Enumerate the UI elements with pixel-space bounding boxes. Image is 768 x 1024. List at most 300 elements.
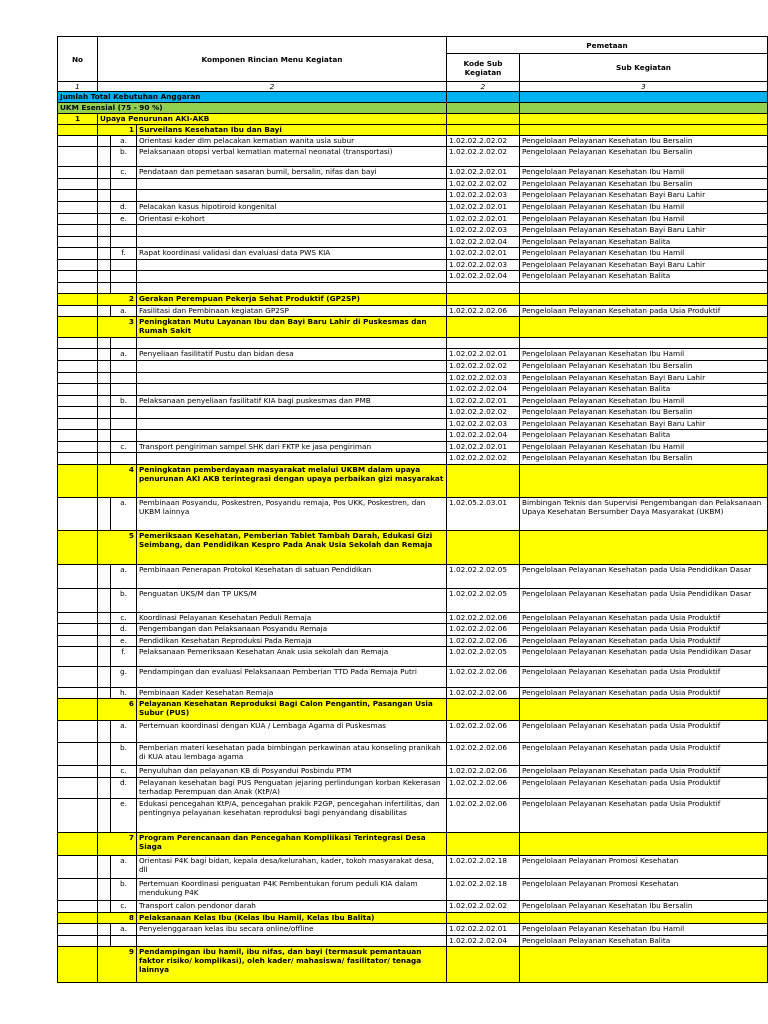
no-cell xyxy=(58,306,98,317)
table-row xyxy=(58,349,768,361)
table-row xyxy=(58,430,768,442)
table-row xyxy=(58,260,768,271)
sub-kegiatan: Pengelolaan Pelayanan Kesehatan Balita xyxy=(520,271,768,283)
kode-sub-kegiatan: 1.02.02.2.02.04 xyxy=(447,936,520,947)
item-description xyxy=(137,384,447,396)
item-letter xyxy=(111,430,137,442)
table-row xyxy=(58,283,768,294)
sub-kegiatan: Pengelolaan Pelayanan Kesehatan Ibu Bersalin xyxy=(520,147,768,167)
no-cell xyxy=(58,721,98,743)
kode-sub-kegiatan: 1.02.02.2.02.06 xyxy=(447,743,520,766)
item-description: Rapat koordinasi validasi dan evaluasi data PWS KIA xyxy=(137,248,447,260)
kode-sub-kegiatan: 1.02.02.2.02.03 xyxy=(447,419,520,430)
subsection-row xyxy=(58,465,768,498)
sub-cell xyxy=(520,103,768,114)
sub-cell xyxy=(520,947,768,983)
no-cell xyxy=(58,237,98,248)
item-description: Transport pengiriman sampel SHK dari FKTP ke jasa pengiriman xyxy=(137,442,447,453)
item-description xyxy=(137,361,447,373)
indent-cell xyxy=(98,924,111,936)
no-cell xyxy=(58,396,98,407)
sub-cell xyxy=(520,465,768,498)
subsection-title: Peningkatan pemberdayaan masyarakat melalui UKBM dalam upaya penurunan AKI AKB terintegrasi dengan upaya perbaikan gizi masyarakat xyxy=(137,465,447,498)
no-cell xyxy=(58,361,98,373)
table-row xyxy=(58,373,768,384)
item-description: Pertemuan Koordinasi penguatan P4K Pembentukan forum peduli KIA dalam mendukung P4K xyxy=(137,879,447,901)
table-row xyxy=(58,271,768,283)
indent-cell xyxy=(98,136,111,147)
sub-kegiatan xyxy=(520,283,768,294)
sub-kegiatan: Pengelolaan Pelayanan Kesehatan pada Usia Produktif xyxy=(520,624,768,636)
kode-cell xyxy=(447,294,520,306)
sub-cell xyxy=(520,833,768,856)
no-cell xyxy=(58,283,98,294)
item-description xyxy=(137,225,447,237)
table-row xyxy=(58,565,768,589)
kode-sub-kegiatan: 1.02.02.2.02.06 xyxy=(447,636,520,647)
kode-sub-kegiatan: 1.02.02.2.02.01 xyxy=(447,214,520,225)
table-row xyxy=(58,613,768,624)
kode-sub-kegiatan: 1.02.02.2.02.02 xyxy=(447,361,520,373)
indent-cell xyxy=(98,225,111,237)
table-row xyxy=(58,442,768,453)
subsection-row xyxy=(58,699,768,721)
header-sub-kegiatan: Sub Kegiatan xyxy=(520,54,768,82)
no-cell xyxy=(58,565,98,589)
no-cell xyxy=(58,947,98,983)
kode-cell xyxy=(447,125,520,136)
no-cell xyxy=(58,766,98,778)
item-description xyxy=(137,190,447,202)
kode-sub-kegiatan: 1.02.02.2.02.03 xyxy=(447,373,520,384)
indent-cell xyxy=(98,179,111,190)
subsection-number: 6 xyxy=(98,699,137,721)
item-letter: b. xyxy=(111,396,137,407)
table-row xyxy=(58,419,768,430)
no-cell xyxy=(58,613,98,624)
item-description: Pelaksanaan Pemeriksaan Kesehatan Anak usia sekolah dan Remaja xyxy=(137,647,447,667)
item-description: Pendataan dan pemetaan sasaran bumil, bersalin, nifas dan bayi xyxy=(137,167,447,179)
sub-kegiatan: Pengelolaan Pelayanan Kesehatan Balita xyxy=(520,384,768,396)
indent-cell xyxy=(98,396,111,407)
indent-cell xyxy=(98,430,111,442)
subsection-number: 9 xyxy=(98,947,137,983)
sub-kegiatan: Pengelolaan Pelayanan Kesehatan Bayi Baru Lahir xyxy=(520,190,768,202)
kode-sub-kegiatan: 1.02.02.2.02.18 xyxy=(447,856,520,879)
item-letter xyxy=(111,225,137,237)
table-row xyxy=(58,167,768,179)
indent-cell xyxy=(98,936,111,947)
sub-kegiatan: Pengelolaan Pelayanan Kesehatan pada Usia Produktif xyxy=(520,766,768,778)
item-letter: a. xyxy=(111,136,137,147)
section-title: Upaya Penurunan AKI-AKB xyxy=(98,114,447,125)
table-row xyxy=(58,453,768,465)
band-label: UKM Esensial (75 - 90 %) xyxy=(58,103,447,114)
kode-sub-kegiatan: 1.02.02.2.02.06 xyxy=(447,688,520,699)
kode-cell xyxy=(447,114,520,125)
sub-kegiatan: Pengelolaan Pelayanan Kesehatan pada Usia Produktif xyxy=(520,306,768,317)
table-row xyxy=(58,225,768,237)
table-row xyxy=(58,248,768,260)
kode-sub-kegiatan: 1.02.02.2.02.01 xyxy=(447,248,520,260)
kode-sub-kegiatan: 1.02.02.2.02.03 xyxy=(447,225,520,237)
item-letter: e. xyxy=(111,799,137,833)
no-cell xyxy=(58,901,98,913)
item-description: Edukasi pencegahan KtP/A, pencegahan prakik P2GP, pencegahan infertilitas, dan pentingnya pelayanan kesehatan reproduksi bagi penyandang disabilitas xyxy=(137,799,447,833)
item-description xyxy=(137,338,447,349)
item-description: Pendampingan dan evaluasi Pelaksanaan Pemberian TTD Pada Remaja Putri xyxy=(137,667,447,688)
item-letter: b. xyxy=(111,589,137,613)
section-number: 1 xyxy=(58,114,98,125)
no-cell xyxy=(58,743,98,766)
table-row xyxy=(58,856,768,879)
item-letter: d. xyxy=(111,778,137,799)
kode-cell xyxy=(447,317,520,338)
table-row xyxy=(58,936,768,947)
item-description: Pelaksanaan otopsi verbal kematian maternal neonatal (transportasi) xyxy=(137,147,447,167)
kode-sub-kegiatan: 1.02.02.2.02.06 xyxy=(447,624,520,636)
no-cell xyxy=(58,442,98,453)
item-letter xyxy=(111,260,137,271)
indent-cell xyxy=(98,338,111,349)
no-cell xyxy=(58,589,98,613)
item-letter: c. xyxy=(111,613,137,624)
column-number-4: 3 xyxy=(520,82,768,92)
sub-kegiatan: Pengelolaan Pelayanan Kesehatan Ibu Hamil xyxy=(520,396,768,407)
indent-cell xyxy=(98,202,111,214)
item-letter xyxy=(111,271,137,283)
table-row xyxy=(58,799,768,833)
no-cell xyxy=(58,688,98,699)
item-description: Koordinasi Pelayanan Kesehatan Peduli Remaja xyxy=(137,613,447,624)
no-cell xyxy=(58,349,98,361)
total-budget-row xyxy=(58,92,768,103)
sub-cell xyxy=(520,913,768,924)
indent-cell xyxy=(98,613,111,624)
no-cell xyxy=(58,202,98,214)
sub-kegiatan: Pengelolaan Pelayanan Kesehatan Ibu Bersalin xyxy=(520,453,768,465)
no-cell xyxy=(58,214,98,225)
item-description xyxy=(137,453,447,465)
table-row xyxy=(58,924,768,936)
item-description: Pelacakan kasus hipotiroid kongenital xyxy=(137,202,447,214)
table-row xyxy=(58,647,768,667)
sub-kegiatan: Pengelolaan Pelayanan Kesehatan pada Usia Pendidikan Dasar xyxy=(520,647,768,667)
no-cell xyxy=(58,799,98,833)
kode-sub-kegiatan: 1.02.02.2.02.06 xyxy=(447,667,520,688)
no-cell xyxy=(58,453,98,465)
sub-kegiatan: Pengelolaan Pelayanan Kesehatan pada Usia Produktif xyxy=(520,688,768,699)
subsection-row xyxy=(58,833,768,856)
item-description xyxy=(137,373,447,384)
sub-kegiatan: Pengelolaan Pelayanan Kesehatan Ibu Bersalin xyxy=(520,901,768,913)
indent-cell xyxy=(98,589,111,613)
item-description: Orientasi kader dlm pelacakan kematian wanita usia subur xyxy=(137,136,447,147)
kode-sub-kegiatan: 1.02.02.2.02.05 xyxy=(447,647,520,667)
sub-kegiatan: Pengelolaan Pelayanan Kesehatan Bayi Baru Lahir xyxy=(520,373,768,384)
no-cell xyxy=(58,636,98,647)
sub-cell xyxy=(520,114,768,125)
kode-sub-kegiatan: 1.02.02.2.02.02 xyxy=(447,147,520,167)
indent-cell xyxy=(98,901,111,913)
no-cell xyxy=(58,624,98,636)
item-description: Orientasi P4K bagi bidan, kepala desa/kelurahan, kader, tokoh masyarakat desa, dll xyxy=(137,856,447,879)
sub-kegiatan: Pengelolaan Pelayanan Kesehatan Balita xyxy=(520,936,768,947)
item-description xyxy=(137,419,447,430)
no-cell xyxy=(58,384,98,396)
item-letter xyxy=(111,419,137,430)
table-row xyxy=(58,721,768,743)
item-description: Fasilitasi dan Pembinaan kegiatan GP2SP xyxy=(137,306,447,317)
sub-kegiatan: Pengelolaan Pelayanan Kesehatan Ibu Hamil xyxy=(520,214,768,225)
item-description: Pemberian materi kesehatan pada bimbingan perkawinan atau konseling pranikah di KUA atau lembaga agama xyxy=(137,743,447,766)
kode-sub-kegiatan: 1.02.02.2.02.01 xyxy=(447,167,520,179)
item-letter: c. xyxy=(111,442,137,453)
item-letter xyxy=(111,179,137,190)
kode-sub-kegiatan xyxy=(447,283,520,294)
kode-sub-kegiatan: 1.02.02.2.02.01 xyxy=(447,396,520,407)
sub-kegiatan: Pengelolaan Pelayanan Kesehatan pada Usia Produktif xyxy=(520,667,768,688)
kode-sub-kegiatan: 1.02.02.2.02.04 xyxy=(447,237,520,248)
item-description xyxy=(137,407,447,419)
kode-sub-kegiatan: 1.02.02.2.02.02 xyxy=(447,136,520,147)
no-cell xyxy=(58,338,98,349)
subsection-number: 4 xyxy=(98,465,137,498)
item-letter: c. xyxy=(111,167,137,179)
sub-kegiatan: Pengelolaan Pelayanan Kesehatan pada Usia Produktif xyxy=(520,799,768,833)
indent-cell xyxy=(98,498,111,531)
kode-cell xyxy=(447,913,520,924)
item-description xyxy=(137,260,447,271)
subsection-row xyxy=(58,913,768,924)
item-letter: a. xyxy=(111,721,137,743)
no-cell xyxy=(58,167,98,179)
sub-kegiatan: Pengelolaan Pelayanan Kesehatan Bayi Baru Lahir xyxy=(520,419,768,430)
no-cell xyxy=(58,294,98,306)
sub-kegiatan: Pengelolaan Pelayanan Kesehatan pada Usia Produktif xyxy=(520,721,768,743)
kode-cell xyxy=(447,699,520,721)
kode-sub-kegiatan: 1.02.02.2.02.06 xyxy=(447,306,520,317)
sub-kegiatan: Pengelolaan Pelayanan Kesehatan pada Usia Pendidikan Dasar xyxy=(520,565,768,589)
subsection-title: Pelaksanaan Kelas Ibu (Kelas Ibu Hamil, Kelas Ibu Balita) xyxy=(137,913,447,924)
no-cell xyxy=(58,373,98,384)
table-row xyxy=(58,338,768,349)
indent-cell xyxy=(98,453,111,465)
item-letter: d. xyxy=(111,624,137,636)
sub-kegiatan xyxy=(520,338,768,349)
item-description: Pembinaan Kader Kesehatan Remaja xyxy=(137,688,447,699)
table-row xyxy=(58,766,768,778)
item-letter: a. xyxy=(111,349,137,361)
indent-cell xyxy=(98,384,111,396)
subsection-number: 8 xyxy=(98,913,137,924)
header-kode-sub-kegiatan: Kode Sub Kegiatan xyxy=(447,54,520,82)
table-row xyxy=(58,901,768,913)
item-letter xyxy=(111,283,137,294)
no-cell xyxy=(58,317,98,338)
item-description: Transport calon pendonor darah xyxy=(137,901,447,913)
sub-cell xyxy=(520,92,768,103)
item-description: Orientasi e-kohort xyxy=(137,214,447,225)
subsection-row xyxy=(58,317,768,338)
header-no: No xyxy=(58,37,98,82)
item-letter: a. xyxy=(111,498,137,531)
table-row xyxy=(58,237,768,248)
no-cell xyxy=(58,407,98,419)
item-letter: c. xyxy=(111,901,137,913)
subsection-row xyxy=(58,947,768,983)
indent-cell xyxy=(98,407,111,419)
indent-cell xyxy=(98,624,111,636)
subsection-row xyxy=(58,294,768,306)
indent-cell xyxy=(98,419,111,430)
sub-kegiatan: Pengelolaan Pelayanan Kesehatan Ibu Bersalin xyxy=(520,179,768,190)
no-cell xyxy=(58,136,98,147)
indent-cell xyxy=(98,721,111,743)
no-cell xyxy=(58,260,98,271)
indent-cell xyxy=(98,283,111,294)
kode-sub-kegiatan: 1.02.02.2.02.06 xyxy=(447,766,520,778)
sub-kegiatan: Pengelolaan Pelayanan Kesehatan Bayi Baru Lahir xyxy=(520,225,768,237)
no-cell xyxy=(58,936,98,947)
no-cell xyxy=(58,856,98,879)
indent-cell xyxy=(98,766,111,778)
sub-cell xyxy=(520,294,768,306)
item-description: Pembinaan Posyandu, Poskestren, Posyandu remaja, Pos UKK, Poskestren, dan UKBM lainnya xyxy=(137,498,447,531)
sub-kegiatan: Pengelolaan Pelayanan Kesehatan Balita xyxy=(520,237,768,248)
item-description xyxy=(137,271,447,283)
band-label: Jumlah Total Kebutuhan Anggaran xyxy=(58,92,447,103)
indent-cell xyxy=(98,167,111,179)
item-description xyxy=(137,179,447,190)
item-letter: a. xyxy=(111,924,137,936)
section-row xyxy=(58,114,768,125)
sub-kegiatan: Pengelolaan Pelayanan Kesehatan pada Usia Produktif xyxy=(520,636,768,647)
table-row xyxy=(58,667,768,688)
subsection-number: 5 xyxy=(98,531,137,565)
table-row xyxy=(58,636,768,647)
sub-kegiatan: Pengelolaan Pelayanan Kesehatan Ibu Hamil xyxy=(520,248,768,260)
kode-sub-kegiatan: 1.02.02.2.02.04 xyxy=(447,384,520,396)
kode-cell xyxy=(447,947,520,983)
subsection-title: Peningkatan Mutu Layanan Ibu dan Bayi Baru Lahir di Puskesmas dan Rumah Sakit xyxy=(137,317,447,338)
item-letter: d. xyxy=(111,202,137,214)
kode-sub-kegiatan: 1.02.02.2.02.03 xyxy=(447,190,520,202)
indent-cell xyxy=(98,636,111,647)
sub-cell xyxy=(520,699,768,721)
no-cell xyxy=(58,248,98,260)
column-number-2: 2 xyxy=(98,82,447,92)
kode-sub-kegiatan: 1.02.02.2.02.01 xyxy=(447,924,520,936)
header-pemetaan: Pemetaan xyxy=(447,37,768,54)
no-cell xyxy=(58,190,98,202)
kode-sub-kegiatan: 1.02.02.2.02.02 xyxy=(447,179,520,190)
sub-kegiatan: Pengelolaan Pelayanan Promosi Kesehatan xyxy=(520,856,768,879)
item-description: Penguatan UKS/M dan TP UKS/M xyxy=(137,589,447,613)
table-row xyxy=(58,384,768,396)
no-cell xyxy=(58,430,98,442)
kode-sub-kegiatan: 1.02.02.2.02.05 xyxy=(447,565,520,589)
item-letter: f. xyxy=(111,647,137,667)
item-letter xyxy=(111,407,137,419)
indent-cell xyxy=(98,778,111,799)
header-komponen: Komponen Rincian Menu Kegiatan xyxy=(98,37,447,82)
no-cell xyxy=(58,667,98,688)
item-letter: b. xyxy=(111,147,137,167)
table-row xyxy=(58,202,768,214)
kode-sub-kegiatan: 1.02.02.2.02.06 xyxy=(447,778,520,799)
item-letter: h. xyxy=(111,688,137,699)
item-description xyxy=(137,237,447,248)
item-letter: a. xyxy=(111,856,137,879)
indent-cell xyxy=(98,271,111,283)
indent-cell xyxy=(98,647,111,667)
no-cell xyxy=(58,924,98,936)
no-cell xyxy=(58,179,98,190)
sub-kegiatan: Pengelolaan Pelayanan Kesehatan Ibu Bersalin xyxy=(520,136,768,147)
table-row xyxy=(58,778,768,799)
table-row xyxy=(58,498,768,531)
subsection-number: 1 xyxy=(98,125,137,136)
indent-cell xyxy=(98,248,111,260)
indent-cell xyxy=(98,361,111,373)
subsection-row xyxy=(58,125,768,136)
table-row xyxy=(58,589,768,613)
no-cell xyxy=(58,271,98,283)
kode-sub-kegiatan: 1.02.02.2.02.02 xyxy=(447,453,520,465)
kegiatan-table xyxy=(57,36,768,983)
item-description: Pelayanan kesehatan bagi PUS Penguatan jejaring perlindungan korban Kekerasan terhadap Perempuan dan Anak (KtP/A) xyxy=(137,778,447,799)
sub-kegiatan: Pengelolaan Pelayanan Kesehatan Ibu Hamil xyxy=(520,924,768,936)
kode-sub-kegiatan: 1.02.02.2.02.01 xyxy=(447,202,520,214)
indent-cell xyxy=(98,190,111,202)
indent-cell xyxy=(98,349,111,361)
item-letter xyxy=(111,936,137,947)
item-description: Penyeliaan fasilitatif Pustu dan bidan desa xyxy=(137,349,447,361)
table-row xyxy=(58,214,768,225)
indent-cell xyxy=(98,214,111,225)
table-row xyxy=(58,179,768,190)
sub-kegiatan: Pengelolaan Pelayanan Kesehatan pada Usia Produktif xyxy=(520,743,768,766)
item-letter xyxy=(111,237,137,248)
subsection-title: Program Perencanaan dan Pencegahan Kompliikasi Terintegrasi Desa Siaga xyxy=(137,833,447,856)
table-row xyxy=(58,306,768,317)
indent-cell xyxy=(98,147,111,167)
indent-cell xyxy=(98,856,111,879)
item-letter xyxy=(111,453,137,465)
kode-sub-kegiatan: 1.02.02.2.02.04 xyxy=(447,430,520,442)
sub-kegiatan: Bimbingan Teknis dan Supervisi Pengembangan dan Pelaksanaan Upaya Kesehatan Bersumber Daya Masyarakat (UKBM) xyxy=(520,498,768,531)
item-description: Penyelenggaraan kelas ibu secara online/offline xyxy=(137,924,447,936)
item-description: Pembinaan Penerapan Protokol Kesehatan di satuan Pendidikan xyxy=(137,565,447,589)
indent-cell xyxy=(98,373,111,384)
kode-sub-kegiatan: 1.02.05.2.03.01 xyxy=(447,498,520,531)
kode-sub-kegiatan xyxy=(447,338,520,349)
item-description: Penyuluhan dan pelayanan KB di Posyandui Posbindu PTM xyxy=(137,766,447,778)
subsection-number: 7 xyxy=(98,833,137,856)
table-row xyxy=(58,624,768,636)
sub-kegiatan: Pengelolaan Pelayanan Kesehatan Ibu Hamil xyxy=(520,442,768,453)
sub-kegiatan: Pengelolaan Pelayanan Kesehatan Bayi Baru Lahir xyxy=(520,260,768,271)
indent-cell xyxy=(98,667,111,688)
kode-cell xyxy=(447,92,520,103)
table-row xyxy=(58,136,768,147)
indent-cell xyxy=(98,879,111,901)
item-description xyxy=(137,936,447,947)
kode-sub-kegiatan: 1.02.02.2.02.03 xyxy=(447,260,520,271)
no-cell xyxy=(58,498,98,531)
kode-cell xyxy=(447,103,520,114)
